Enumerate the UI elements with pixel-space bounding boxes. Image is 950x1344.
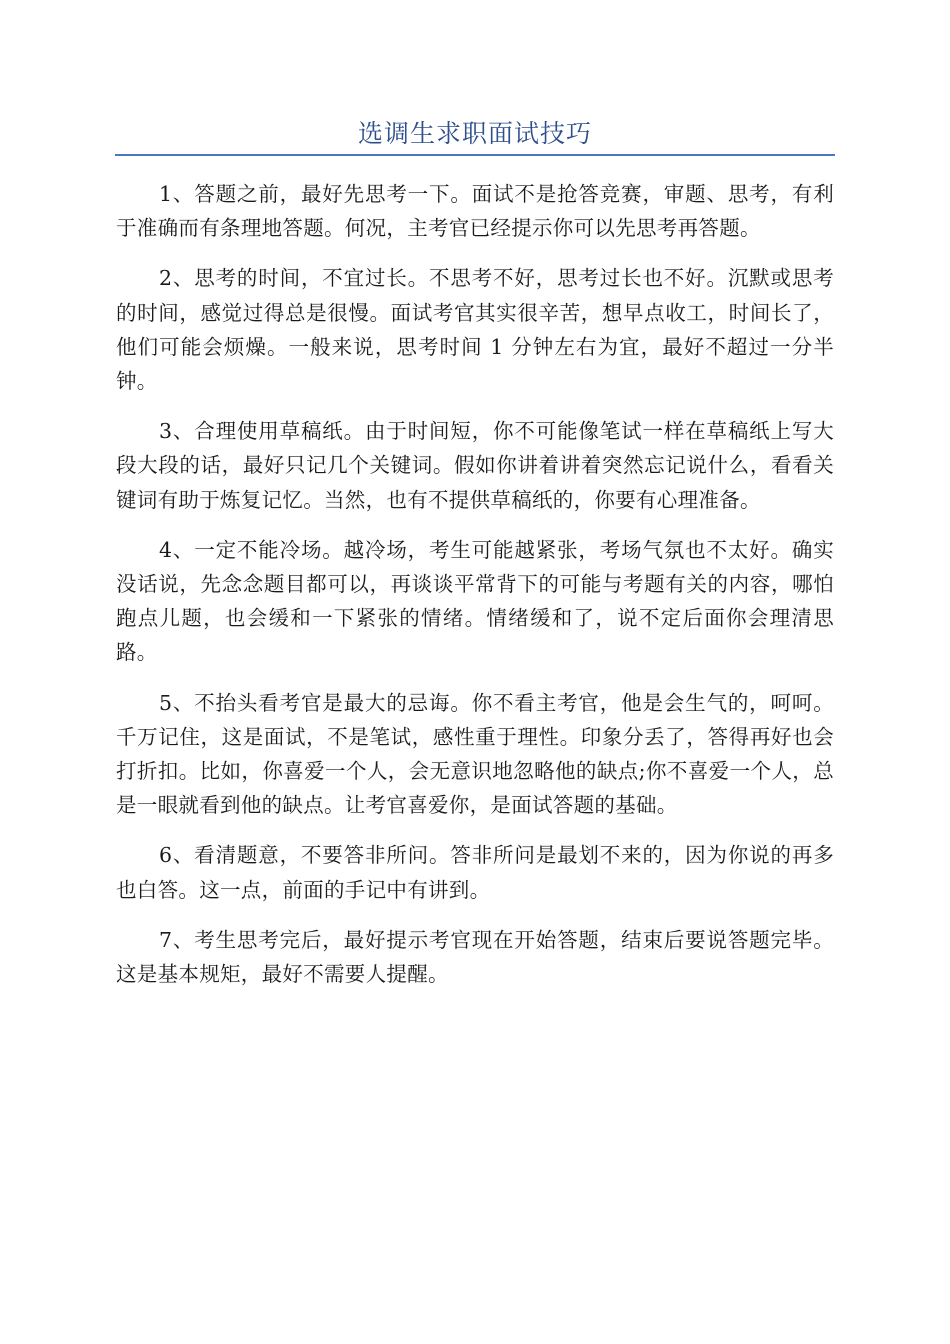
paragraph-4: 4、一定不能冷场。越冷场，考生可能越紧张，考场气氛也不太好。确实没话说，先念念题目都可以，再谈谈平常背下的可能与考题有关的内容，哪怕跑点儿题，也会缓和一下紧张的情绪。情绪缓和了，说不定后面你会理清思路。 (116, 537, 834, 665)
paragraph-5: 5、不抬头看考官是最大的忌诲。你不看主考官，他是会生气的，呵呵。千万记住，这是面试，不是笔试，感性重于理性。印象分丢了，答得再好也会打折扣。比如，你喜爱一个人，会无意识地忽略他的缺点;你不喜爱一个人，总是一眼就看到他的缺点。让考官喜爱你，是面试答题的基础。 (116, 690, 834, 818)
paragraph-7: 7、考生思考完后，最好提示考官现在开始答题，结束后要说答题完毕。这是基本规矩，最好不需要人提醒。 (116, 927, 834, 987)
paragraph-3: 3、合理使用草稿纸。由于时间短，你不可能像笔试一样在草稿纸上写大段大段的话，最好只记几个关键词。假如你讲着讲着突然忘记说什么，看看关键词有助于炼复记忆。当然，也有不提供草稿纸的，你要有心理准备。 (116, 419, 834, 512)
paragraph-1: 1、答题之前，最好先思考一下。面试不是抢答竞赛，审题、思考，有利于准确而有条理地答题。何况，主考官已经提示你可以先思考再答题。 (116, 182, 834, 241)
document-title: 选调生求职面试技巧 (357, 119, 592, 148)
title-underline (115, 154, 835, 156)
paragraph-6: 6、看清题意，不要答非所问。答非所问是最划不来的，因为你说的再多也白答。这一点，前面的手记中有讲到。 (116, 843, 834, 902)
paragraph-2: 2、思考的时间，不宜过长。不思考不好，思考过长也不好。沉默或思考的时间，感觉过得总是很慢。面试考官其实很辛苦，想早点收工，时间长了，他们可能会烦燥。一般来说，思考时间 1 分钟左右为宜，最好不超过一分半钟。 (116, 266, 834, 394)
document-body (116, 177, 834, 1007)
